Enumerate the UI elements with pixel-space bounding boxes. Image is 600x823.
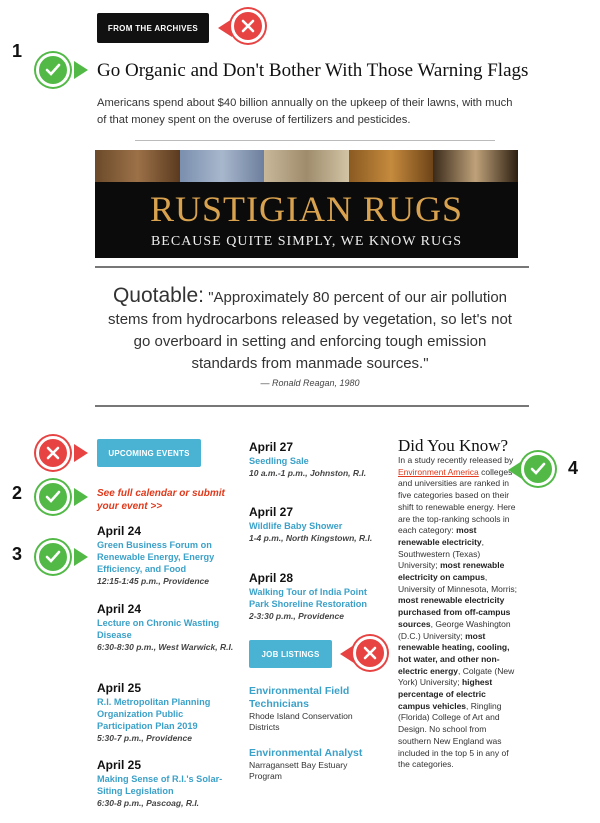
cross-marker-icon bbox=[353, 636, 387, 670]
check-marker-icon bbox=[36, 540, 70, 574]
event-date: April 24 bbox=[97, 524, 142, 538]
marker-pointer bbox=[218, 19, 232, 37]
quote-label: Quotable: bbox=[112, 284, 205, 307]
job-item[interactable] bbox=[249, 685, 379, 733]
event-title-link[interactable]: Green Business Forum on Renewable Energy, Energy Efficiency, and Food bbox=[97, 540, 215, 574]
banner-title: RUSTIGIAN RUGS bbox=[149, 189, 464, 229]
annotation-number-3: 3 bbox=[12, 544, 23, 564]
check-marker-icon bbox=[36, 53, 70, 87]
job-title-link[interactable]: Environmental Analyst bbox=[249, 747, 363, 759]
event-date: April 24 bbox=[97, 602, 142, 616]
upcoming-events-button[interactable]: UPCOMING EVENTS bbox=[97, 439, 201, 467]
event-date: April 28 bbox=[249, 571, 294, 585]
check-marker-icon bbox=[36, 480, 70, 514]
event-item[interactable] bbox=[249, 440, 379, 479]
cross-marker-icon bbox=[36, 436, 70, 470]
event-date: April 25 bbox=[97, 758, 142, 772]
event-date: April 25 bbox=[97, 681, 142, 695]
job-listings-button[interactable]: JOB LISTINGS bbox=[249, 640, 332, 668]
event-title-link[interactable]: Wildlife Baby Shower bbox=[249, 521, 343, 531]
dyk-text: colleges and universities are ranked in five categories based on their shift to renewable energy. Here are the top-ranking schools in each category: bbox=[398, 466, 516, 536]
dyk-text: , George Washington (D.C.) University; bbox=[398, 618, 511, 641]
event-meta: 12:15-1:45 p.m., Providence bbox=[97, 576, 209, 586]
from-the-archives-button[interactable]: FROM THE ARCHIVES bbox=[97, 13, 209, 43]
event-item[interactable] bbox=[97, 681, 237, 744]
event-item[interactable] bbox=[249, 571, 379, 622]
event-date: April 27 bbox=[249, 440, 294, 454]
marker-pointer bbox=[74, 488, 88, 506]
event-title-link[interactable]: R.I. Metropolitan Planning Organization Public Participation Plan 2019 bbox=[97, 697, 211, 731]
marker-pointer bbox=[508, 461, 522, 479]
event-title-link[interactable]: Lecture on Chronic Wasting Disease bbox=[97, 618, 220, 640]
check-marker-icon bbox=[521, 452, 555, 486]
annotation-number-4: 4 bbox=[568, 458, 579, 478]
event-meta: 2-3:30 p.m., Providence bbox=[249, 611, 344, 621]
quote-credit: — Ronald Reagan, 1980 bbox=[260, 378, 360, 388]
job-title-link[interactable]: Environmental Field Technicians bbox=[249, 685, 350, 710]
event-date: April 27 bbox=[249, 505, 294, 519]
dyk-category: most renewable electricity bbox=[398, 525, 482, 547]
divider bbox=[95, 405, 529, 407]
cross-marker-icon bbox=[231, 9, 265, 43]
event-meta: 10 a.m.-1 p.m., Johnston, R.I. bbox=[249, 468, 367, 478]
event-meta: 6:30-8:30 p.m., West Warwick, R.I. bbox=[97, 642, 234, 652]
dyk-category: highest percentage of electric campus vehicles bbox=[398, 677, 493, 711]
quote-text: "Approximately 80 percent of our air pollution stems from hydrocarbons released by vegetation, so let's not go overboard in setting and enforcing tough emission standards from manmade sources." bbox=[108, 289, 512, 372]
divider bbox=[135, 140, 495, 141]
dyk-text: , Ringling (Florida) College of Art and Design. No school from southern New England was included in the top 5 in any of the categories. bbox=[398, 700, 509, 770]
dyk-text: , Colgate (New York) University; bbox=[398, 665, 515, 688]
event-item[interactable] bbox=[97, 758, 237, 809]
event-meta: 6:30-8 p.m., Pascoag, R.I. bbox=[97, 798, 200, 808]
article-intro: Americans spend about $40 billion annually on the upkeep of their lawns, with much of that money spent on the overuse of fertilizers and pesticides. bbox=[97, 97, 513, 126]
job-item[interactable] bbox=[249, 747, 379, 782]
did-you-know-body bbox=[398, 455, 520, 771]
annotation-number-2: 2 bbox=[12, 483, 23, 503]
annotation-number-1: 1 bbox=[12, 41, 23, 61]
event-item[interactable] bbox=[249, 505, 379, 544]
banner-tagline: BECAUSE QUITE SIMPLY, WE KNOW RUGS bbox=[150, 234, 463, 249]
environment-america-link[interactable]: Environment America bbox=[398, 466, 479, 477]
dyk-category: most renewable electricity purchased from off-campus sources bbox=[398, 595, 511, 629]
event-meta: 5:30-7 p.m., Providence bbox=[97, 733, 192, 743]
dyk-category: most renewable heating, cooling, hot water, and other non-electric energy bbox=[398, 630, 510, 676]
event-item[interactable] bbox=[97, 524, 237, 587]
dyk-category: most renewable electricity on campus bbox=[398, 560, 505, 583]
dyk-text: In a study recently released by bbox=[398, 455, 514, 465]
rug-pattern-strip bbox=[95, 150, 518, 182]
full-calendar-link[interactable]: See full calendar or submit your event >> bbox=[97, 488, 225, 512]
marker-pointer bbox=[74, 61, 88, 79]
event-title-link[interactable]: Seedling Sale bbox=[249, 456, 309, 466]
quotable-block bbox=[100, 285, 520, 375]
divider bbox=[95, 266, 529, 268]
event-title-link[interactable]: Making Sense of R.I.'s Solar-Siting Legislation bbox=[97, 774, 223, 796]
dyk-text: , University of Minnesota, Morris; bbox=[398, 572, 518, 594]
article-headline[interactable]: Go Organic and Don't Bother With Those Warning Flags bbox=[97, 60, 529, 81]
marker-pointer bbox=[74, 548, 88, 566]
rustigian-rugs-banner-ad[interactable] bbox=[95, 150, 518, 258]
marker-pointer bbox=[340, 645, 354, 663]
event-title-link[interactable]: Walking Tour of India Point Park Shoreline Restoration bbox=[249, 587, 367, 609]
event-meta: 1-4 p.m., North Kingstown, R.I. bbox=[249, 533, 373, 543]
marker-pointer bbox=[74, 444, 88, 462]
event-item[interactable] bbox=[97, 602, 237, 653]
did-you-know-heading: Did You Know? bbox=[398, 436, 509, 455]
dyk-text: , Southwestern (Texas) University; bbox=[398, 536, 485, 571]
job-organization: Rhode Island Conservation Districts bbox=[249, 711, 353, 732]
job-organization: Narragansett Bay Estuary Program bbox=[249, 760, 348, 781]
